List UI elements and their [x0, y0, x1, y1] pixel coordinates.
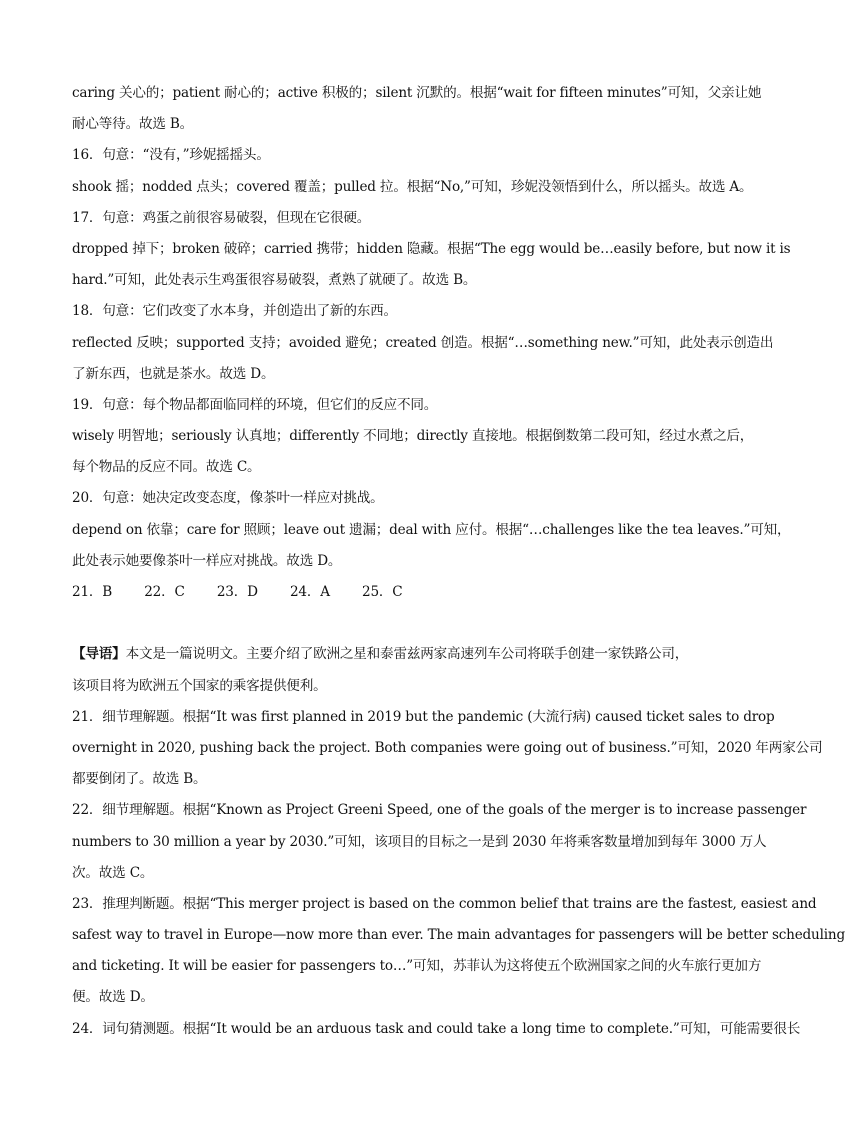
q23-explanation-line: and ticketing. It will be easier for passengers to…”可知，苏菲认为这将使五个欧洲国家之间的火车旅行更加方 [72, 958, 762, 975]
q21-explanation-line: overnight in 2020, pushing back the project. Both companies were going out of business.”可知，2020 年两家公司 [72, 739, 823, 756]
answer-item: 24．A [289, 584, 330, 600]
q15-explanation-line: caring 关心的；patient 耐心的；active 积极的；silent 沉默的。根据“wait for fifteen minutes”可知，父亲让她 [72, 85, 762, 101]
q15-explanation-line: 耐心等待。故选 B。 [72, 116, 194, 133]
answer-key-row [72, 577, 724, 608]
answer-item: 21．B [72, 584, 113, 600]
answer-item: 25．C [362, 584, 403, 600]
intro-line: 该项目将为欧洲五个国家的乘客提供便利。 [72, 677, 327, 694]
q22-explanation-line: 22．细节理解题。根据“Known as Project Greeni Speed, one of the goals of the merger is to increase passenger [72, 802, 807, 819]
q22-explanation-line: numbers to 30 million a year by 2030.”可知，该项目的目标之一是到 2030 年将乘客数量增加到每年 3000 万人 [72, 833, 767, 850]
q21-explanation-line: 都要倒闭了。故选 B。 [72, 771, 207, 788]
q17-meaning: 17．句意：鸡蛋之前很容易破裂，但现在它很硬。 [72, 209, 371, 226]
q18-meaning: 18．句意：它们改变了水本身，并创造出了新的东西。 [72, 303, 397, 320]
q20-explanation-line: depend on 依靠；care for 照顾；leave out 遗漏；deal with 应付。根据“…challenges like the tea leaves.”可知， [72, 521, 791, 538]
q16-meaning: 16．句意：“没有，”珍妮摇摇头。 [72, 147, 270, 164]
q24-explanation-line: 24．词句猜测题。根据“It would be an arduous task and could take a long time to complete.”可知，可能需要很长 [72, 1020, 801, 1037]
q17-explanation-line: dropped 掉下；broken 破碎；carried 携带；hidden 隐藏。根据“The egg would be…easily before, but now it is [72, 240, 791, 257]
intro-line [72, 639, 724, 670]
q19-explanation-line: 每个物品的反应不同。故选 C。 [72, 459, 261, 476]
answer-item: 22．C [144, 584, 185, 600]
q18-explanation-line: reflected 反映；supported 支持；avoided 避免；created 创造。根据“…something new.”可知，此处表示创造出 [72, 334, 774, 351]
q23-explanation-line: safest way to travel in Europe—now more than ever. The main advantages for passengers will be better scheduling [72, 927, 845, 944]
q20-meaning: 20．句意：她决定改变态度，像茶叶一样应对挑战。 [72, 490, 384, 507]
intro-label: 【导语】 [72, 646, 126, 663]
q18-explanation-line: 了新东西，也就是茶水。故选 D。 [72, 365, 275, 382]
section-spacer [72, 608, 724, 639]
q22-explanation-line: 次。故选 C。 [72, 864, 154, 881]
intro-text: 本文是一篇说明文。主要介绍了欧洲之星和泰雷兹两家高速列车公司将联手创建一家铁路公司， [125, 646, 689, 663]
q23-explanation-line: 便。故选 D。 [72, 989, 154, 1006]
q16-explanation: shook 摇；nodded 点头；covered 覆盖；pulled 拉。根据“No,”可知，珍妮没领悟到什么，所以摇头。故选 A。 [72, 178, 753, 195]
document-page [72, 78, 845, 1045]
q23-explanation-line: 23．推理判断题。根据“This merger project is based on the common belief that trains are the fastest, easiest and [72, 895, 817, 912]
q17-explanation-line: hard.”可知，此处表示生鸡蛋很容易破裂，煮熟了就硬了。故选 B。 [72, 272, 477, 289]
q20-explanation-line: 此处表示她要像茶叶一样应对挑战。故选 D。 [72, 552, 342, 569]
answer-item: 23．D [216, 584, 258, 600]
q19-explanation-line: wisely 明智地；seriously 认真地；differently 不同地；directly 直接地。根据倒数第二段可知，经过水煮之后， [72, 428, 754, 445]
q21-explanation-line: 21．细节理解题。根据“It was first planned in 2019 but the pandemic (大流行病) caused ticket sales to drop [72, 708, 775, 725]
q19-meaning: 19．句意：每个物品都面临同样的环境，但它们的反应不同。 [72, 396, 438, 413]
